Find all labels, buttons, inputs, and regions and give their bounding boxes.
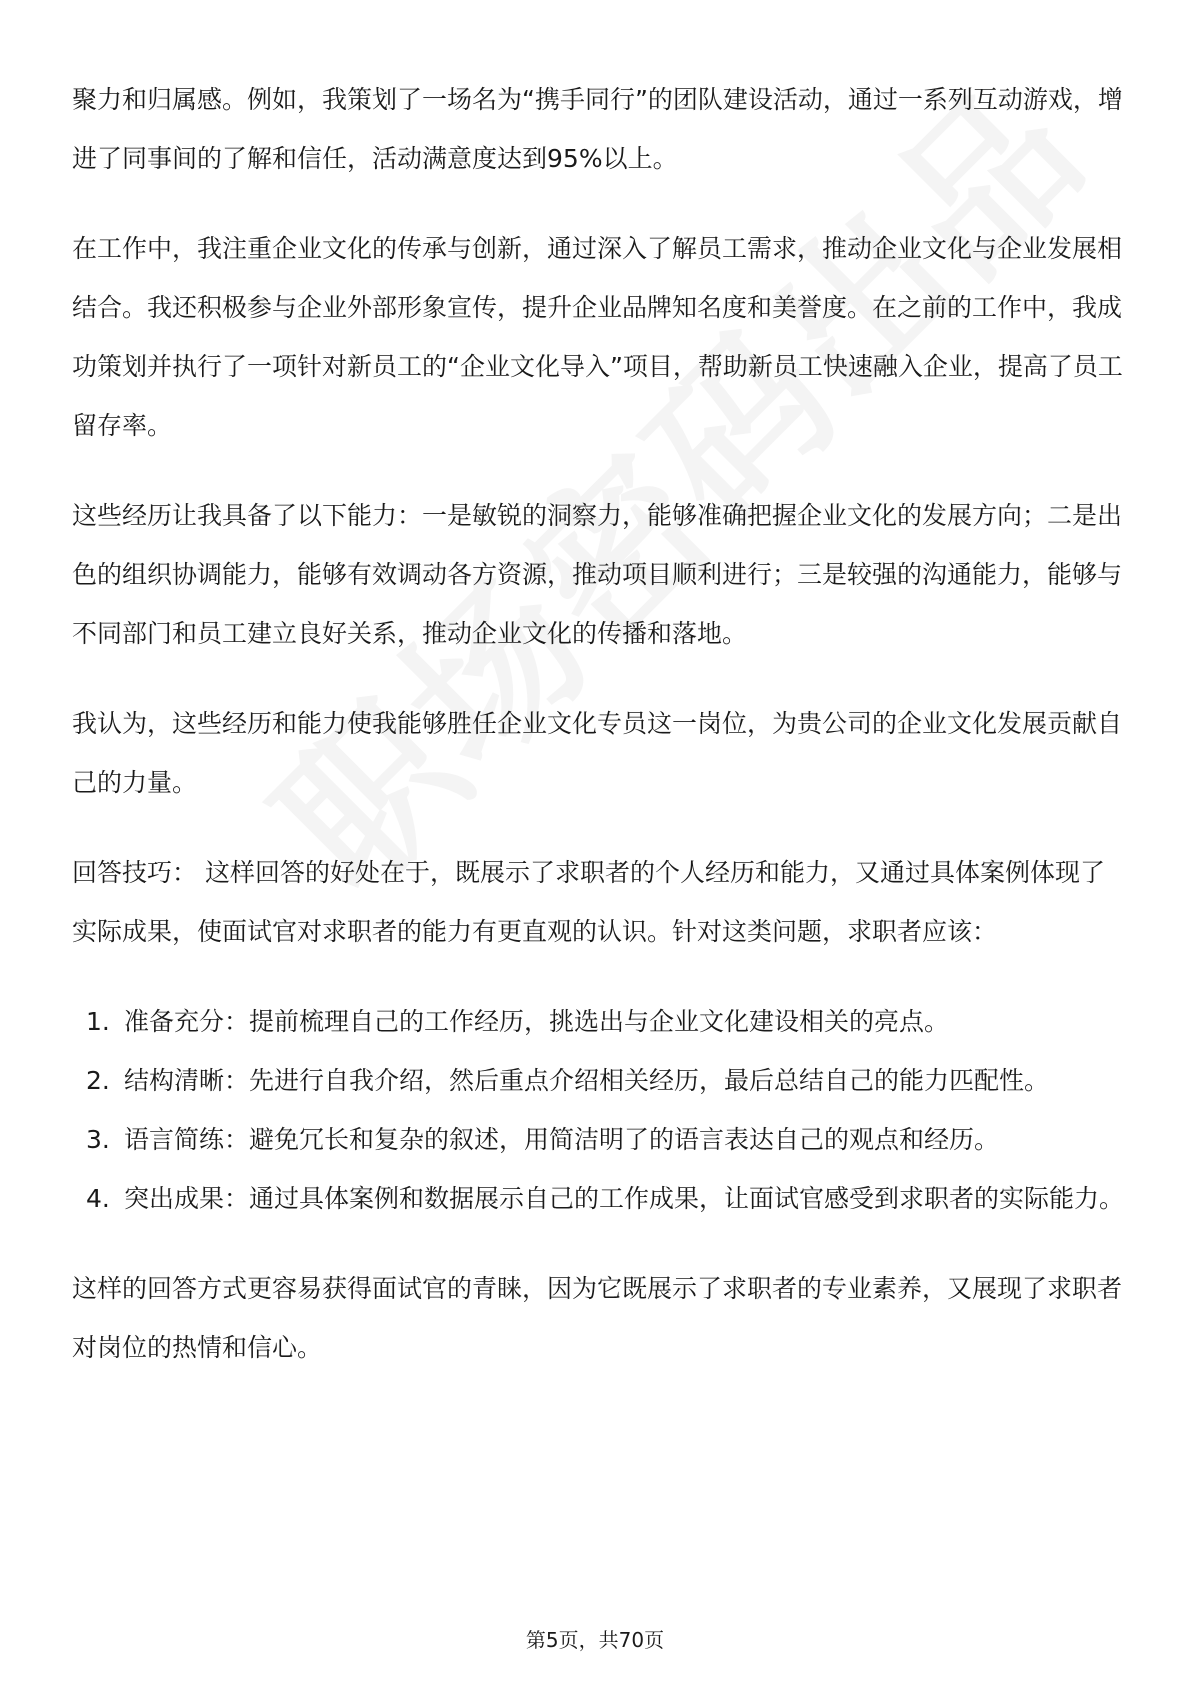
list-item-text: 结构清晰：先进行自我介绍，然后重点介绍相关经历，最后总结自己的能力匹配性。 bbox=[124, 1066, 1050, 1095]
list-number: 1. bbox=[86, 1007, 110, 1036]
tips-list bbox=[72, 992, 1127, 1228]
document-body bbox=[72, 70, 1127, 1408]
list-item bbox=[72, 1051, 1127, 1110]
list-item-text: 语言简练：避免冗长和复杂的叙述，用简洁明了的语言表达自己的观点和经历。 bbox=[124, 1125, 1000, 1154]
list-number: 4. bbox=[86, 1184, 110, 1213]
paragraph: 在工作中，我注重企业文化的传承与创新，通过深入了解员工需求，推动企业文化与企业发展相结合。我还积极参与企业外部形象宣传，提升企业品牌知名度和美誉度。在之前的工作中，我成功策划并执行了一项针对新员工的“企业文化导入”项目，帮助新员工快速融入企业，提高了员工留存率。 bbox=[72, 234, 1123, 440]
list-number: 3. bbox=[86, 1125, 110, 1154]
paragraph: 聚力和归属感。例如，我策划了一场名为“携手同行”的团队建设活动，通过一系列互动游戏，增进了同事间的了解和信任，活动满意度达到95%以上。 bbox=[72, 85, 1123, 173]
closing-paragraph: 这样的回答方式更容易获得面试官的青睐，因为它既展示了求职者的专业素养，又展现了求职者对岗位的热情和信心。 bbox=[72, 1274, 1123, 1362]
paragraph: 我认为，这些经历和能力使我能够胜任企业文化专员这一岗位，为贵公司的企业文化发展贡献自己的力量。 bbox=[72, 709, 1123, 797]
tips-paragraph: 回答技巧： 这样回答的好处在于，既展示了求职者的个人经历和能力，又通过具体案例体现了实际成果，使面试官对求职者的能力有更直观的认识。针对这类问题，求职者应该： bbox=[72, 858, 1105, 946]
paragraph: 这些经历让我具备了以下能力：一是敏锐的洞察力，能够准确把握企业文化的发展方向；二是出色的组织协调能力，能够有效调动各方资源，推动项目顺利进行；三是较强的沟通能力，能够与不同部门和员工建立良好关系，推动企业文化的传播和落地。 bbox=[72, 501, 1123, 648]
list-item bbox=[72, 1110, 1127, 1169]
list-item-text: 突出成果：通过具体案例和数据展示自己的工作成果，让面试官感受到求职者的实际能力。 bbox=[124, 1184, 1125, 1213]
list-item-text: 准备充分：提前梳理自己的工作经历，挑选出与企业文化建设相关的亮点。 bbox=[124, 1007, 950, 1036]
list-item bbox=[72, 1169, 1127, 1228]
list-item bbox=[72, 992, 1127, 1051]
page-number: 第5页，共70页 bbox=[525, 1628, 665, 1652]
list-number: 2. bbox=[86, 1066, 110, 1095]
